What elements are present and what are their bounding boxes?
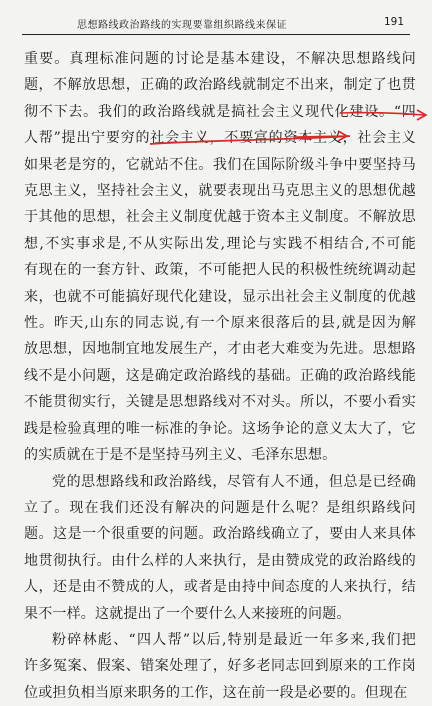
text-line: 克思主义，坚持社会主义，就要表现出马克思主义的思想优越 — [24, 183, 416, 200]
text-line: 如果老是穷的，它就站不住。我们在国际阶级斗争中要坚持马 — [24, 156, 416, 173]
text-line: 人帮”提出宁要穷的社会主义，不要富的资本主义，社会主义 — [24, 130, 416, 147]
text-line: 许多冤案、假案、错案处理了，好多老同志回到原来的工作岗 — [24, 658, 416, 675]
running-title: 思想路线政治路线的实现要靠组织路线来保证 — [77, 20, 287, 31]
page-header — [22, 12, 410, 35]
paragraph — [24, 46, 416, 469]
text-line: 人，还是由不赞成的人，或者是由持中间态度的人来执行，结 — [24, 579, 416, 596]
text-line: 地贯彻执行。由什么样的人来执行，是由赞成党的政治路线的 — [24, 552, 416, 569]
text-line: 践是检验真理的唯一标准的争论。这场争论的意义太大了，它 — [24, 420, 416, 437]
text-line: 的实质就在于是不是坚持马列主义、毛泽东思想。 — [24, 447, 337, 464]
text-line: 线不是小问题，这是确定政治路线的基础。正确的政治路线能 — [24, 367, 416, 384]
text-line: 题。这是一个很重要的问题。政治路线确立了，要由人来具体 — [24, 526, 416, 543]
text-line: 位或担负相当原来职务的工作，这在前一段是必要的。但现在 — [24, 684, 408, 701]
text-line: 放思想，因地制宜地发展生产，才由老大难变为先进。思想路 — [24, 341, 416, 358]
text-line: 彻不下去。我们的政治路线就是搞社会主义现代化建设。“四 — [24, 103, 416, 120]
text-line: 立了。现在我们还没有解决的问题是什么呢？是组织路线问 — [24, 499, 416, 516]
text-line: 性。昨天,山东的同志说,有一个原来很落后的县,就是因为解 — [24, 315, 416, 332]
text-line: 于其他的思想，社会主义制度优越于资本主义制度。不解放思 — [24, 209, 416, 226]
text-line: 粉碎林彪、“四人帮”以后,特别是最近一年多来,我们把 — [52, 631, 416, 648]
text-line: 有现在的一套方针、政策，不可能把人民的积极性统统调动起 — [24, 262, 416, 279]
text-line: 果不一样。这就提出了一个要什么人来接班的问题。 — [24, 605, 351, 622]
paragraph — [24, 469, 416, 627]
text-line: 想,不实事求是,不从实际出发,理论与实践不相结合,不可能 — [24, 235, 416, 252]
paragraph — [24, 627, 416, 706]
text-line: 党的思想路线和政治路线，尽管有人不通，但总是已经确 — [52, 473, 416, 490]
page-body-text — [24, 46, 416, 706]
text-line: 重要。真理标准问题的讨论是基本建设，不解决思想路线问 — [24, 51, 416, 67]
page-number: 191 — [383, 16, 404, 28]
text-line: 不能贯彻实行，关键是思想路线对不对头。所以，不要小看实 — [24, 394, 416, 411]
text-line: 题，不解放思想，正确的政治路线就制定不出来，制定了也贯 — [24, 77, 416, 94]
text-line: 来，也就不可能搞好现代化建设，显示出社会主义制度的优越 — [24, 288, 416, 305]
